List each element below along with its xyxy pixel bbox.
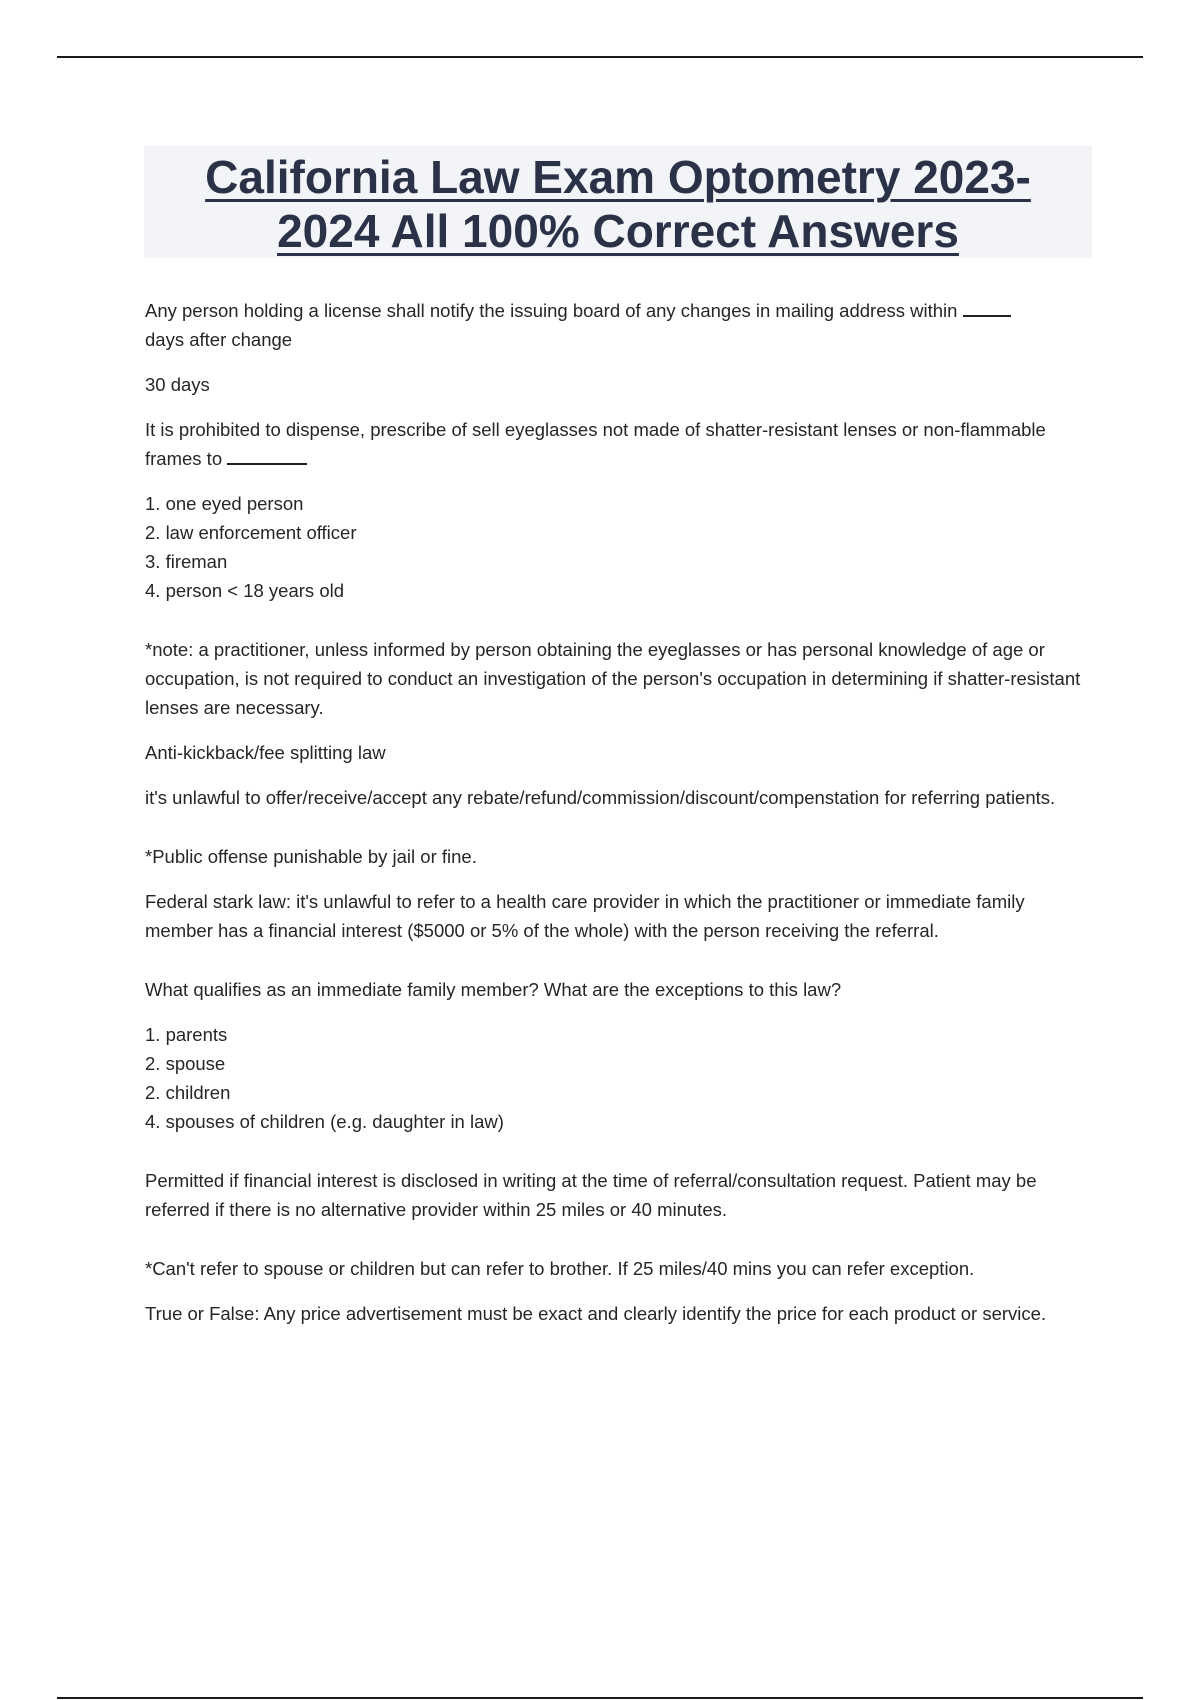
list-item: 4. spouses of children (e.g. daughter in law): [145, 1111, 504, 1132]
question-4: Federal stark law: it's unlawful to refer to a health care provider in which the practitioner or immediate family member has a financial interest ($5000 or 5% of the whole) with the person receiving the referral.: [145, 891, 1025, 941]
answer-3: it's unlawful to offer/receive/accept any rebate/refund/commission/discount/compenstation for referring patients.: [145, 787, 1056, 808]
answer-4: Permitted if financial interest is disclosed in writing at the time of referral/consultation request. Patient may be referred if there is no alternative provider within 25 miles or 40 minutes.: [145, 1170, 1037, 1220]
title-banner: [144, 146, 1092, 258]
note-2: *note: a practitioner, unless informed by person obtaining the eyeglasses or has personal knowledge of age or occupation, is not required to conduct an investigation of the person's occupation in determining if shatter-resistant lenses are necessary.: [145, 639, 1081, 718]
list-item: 1. parents: [145, 1024, 228, 1045]
question-2: [145, 415, 1090, 473]
note-3: *Public offense punishable by jail or fine.: [145, 846, 477, 867]
answer-2-list: [145, 489, 1090, 605]
list-item: 4. person < 18 years old: [145, 580, 345, 601]
fill-blank: [963, 314, 1011, 317]
list-item: 2. law enforcement officer: [145, 522, 357, 543]
list-item: 1. one eyed person: [145, 493, 304, 514]
question-5: True or False: Any price advertisement must be exact and clearly identify the price for each product or service.: [145, 1303, 1047, 1324]
document-title: [144, 146, 1092, 258]
list-item: 2. children: [145, 1082, 231, 1103]
note-4: *Can't refer to spouse or children but can refer to brother. If 25 miles/40 mins you can refer exception.: [145, 1258, 975, 1279]
question-4-followup: What qualifies as an immediate family member? What are the exceptions to this law?: [145, 979, 842, 1000]
question-1-text: Any person holding a license shall notify the issuing board of any changes in mailing address within: [145, 300, 958, 321]
fill-blank: [227, 462, 307, 465]
footer-rule: [57, 1697, 1143, 1699]
list-item: 3. fireman: [145, 551, 228, 572]
question-1: [145, 296, 1090, 354]
answer-4-list: [145, 1020, 1090, 1136]
question-3: Anti-kickback/fee splitting law: [145, 742, 386, 763]
list-item: 2. spouse: [145, 1053, 226, 1074]
title-line-1: California Law Exam Optometry 2023-: [205, 151, 1031, 203]
document-body: [145, 296, 1090, 1344]
answer-1: 30 days: [145, 374, 210, 395]
question-1-text-end: days after change: [145, 329, 293, 350]
title-line-2: 2024 All 100% Correct Answers: [277, 205, 959, 257]
header-rule: [57, 56, 1143, 58]
question-2-text: It is prohibited to dispense, prescribe of sell eyeglasses not made of shatter-resistant lenses or non-flammable frames to: [145, 419, 1046, 469]
